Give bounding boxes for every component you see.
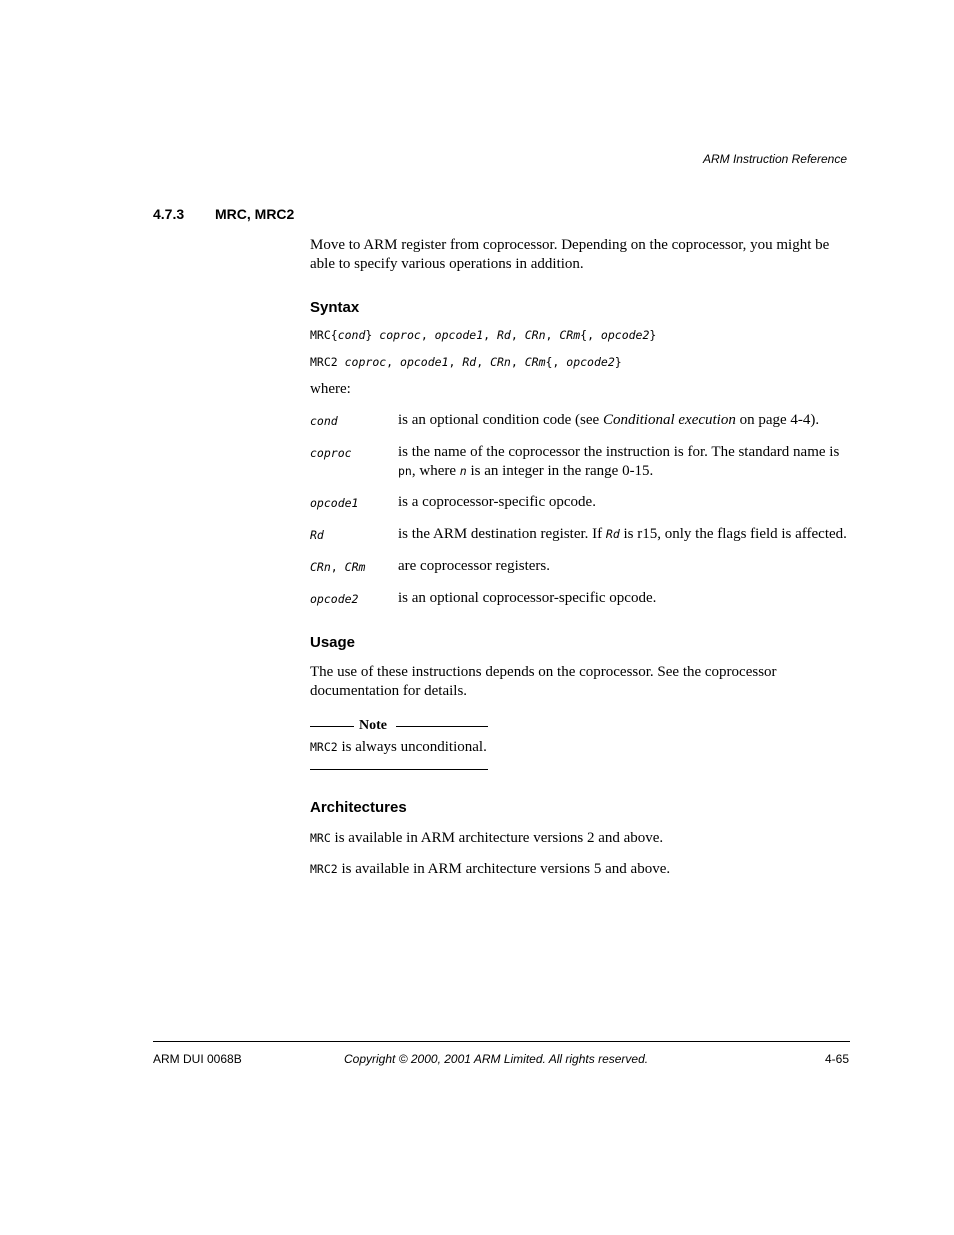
footer-doc-id: ARM DUI 0068B <box>153 1052 242 1066</box>
syn-param: CRm <box>524 355 546 369</box>
term-part: CRn <box>310 560 331 574</box>
syn-text: , <box>448 355 463 369</box>
def-text: on page 4-4). <box>735 412 820 428</box>
def-term: Rd <box>310 528 324 542</box>
def-term: opcode2 <box>310 592 359 606</box>
syn-param: opcode2 <box>566 355 615 369</box>
def-row-opcode1 <box>310 493 850 513</box>
syn-param: coproc <box>379 328 421 342</box>
syn-text: MRC2 <box>310 355 345 369</box>
syntax-line-mrc2 <box>310 355 850 369</box>
inline-code: Rd <box>605 527 620 541</box>
def-text: is an optional condition code (see <box>398 412 603 428</box>
term-part: CRm <box>344 560 366 574</box>
def-desc: is an optional coprocessor-specific opcode. <box>398 590 657 606</box>
note-rule-bottom <box>310 769 488 770</box>
def-row-crn-crm <box>310 557 850 577</box>
cross-reference: Conditional execution <box>602 412 736 428</box>
def-row-cond <box>310 411 850 431</box>
def-row-opcode2 <box>310 589 850 609</box>
syn-text: } <box>649 328 657 342</box>
syn-param: cond <box>337 328 366 342</box>
term-separator: , <box>330 560 345 574</box>
usage-heading: Usage <box>310 634 356 651</box>
inline-code: MRC2 <box>310 862 338 876</box>
usage-paragraph: The use of these instructions depends on the coprocessor. See the coprocessor documentation for details. <box>310 664 777 699</box>
def-desc <box>398 525 850 545</box>
def-desc <box>398 411 850 431</box>
inline-code: MRC2 <box>310 740 338 754</box>
note-rule-right <box>396 726 488 727</box>
arch-line-mrc <box>310 829 850 848</box>
def-desc <box>398 443 850 481</box>
syn-text: MRC{ <box>310 328 338 342</box>
syn-param: CRn <box>524 328 546 342</box>
syn-param: opcode1 <box>434 328 484 342</box>
architectures-heading: Architectures <box>310 799 407 816</box>
def-text: is the ARM destination register. If <box>398 526 606 542</box>
def-desc: are coprocessor registers. <box>398 558 551 574</box>
footer-rule <box>153 1041 850 1042</box>
syn-param: CRn <box>490 355 511 369</box>
note-rule-left <box>310 726 354 727</box>
syn-text: , <box>510 355 525 369</box>
note-label: Note <box>359 718 387 733</box>
inline-code: pn <box>398 464 412 478</box>
syn-param: Rd <box>462 355 477 369</box>
def-text: is the name of the coprocessor the instruction is for. The standard name is <box>398 444 840 460</box>
def-desc: is a coprocessor-specific opcode. <box>398 494 596 510</box>
arch-text: is available in ARM architecture versions 2 and above. <box>330 830 664 846</box>
def-term: cond <box>310 414 338 428</box>
syn-text: , <box>510 328 525 342</box>
syn-param: Rd <box>497 328 511 342</box>
note-body: is always unconditional. <box>337 739 487 755</box>
syn-param: opcode2 <box>600 328 650 342</box>
syn-text: , <box>420 328 435 342</box>
section-title: MRC, MRC2 <box>215 206 295 222</box>
def-term <box>310 557 398 577</box>
syn-text: , <box>476 355 491 369</box>
inline-code: n <box>459 464 467 478</box>
def-term: opcode1 <box>310 496 359 510</box>
def-text: , where <box>411 463 460 479</box>
def-term: coproc <box>310 446 352 460</box>
section-body <box>310 236 850 879</box>
syn-text: } <box>614 355 622 369</box>
syntax-heading: Syntax <box>310 299 360 316</box>
syn-text: , <box>483 328 497 342</box>
def-row-coproc <box>310 443 850 481</box>
running-header: ARM Instruction Reference <box>702 152 847 166</box>
syntax-line-mrc <box>310 328 850 342</box>
syn-param: opcode1 <box>400 355 449 369</box>
syn-text: } <box>365 328 380 342</box>
note-header <box>310 718 488 734</box>
section-number: 4.7.3 <box>153 206 185 222</box>
syn-text: , <box>386 355 401 369</box>
inline-code: MRC <box>310 831 331 845</box>
syn-text: , <box>545 328 560 342</box>
footer-copyright: Copyright © 2000, 2001 ARM Limited. All rights reserved. <box>344 1052 649 1066</box>
arch-line-mrc2 <box>310 860 850 879</box>
intro-paragraph: Move to ARM register from coprocessor. Depending on the coprocessor, you might be able to specify various operations in addition. <box>310 237 830 272</box>
arch-text: is available in ARM architecture versions 5 and above. <box>337 861 671 877</box>
note-text <box>310 738 488 757</box>
def-row-rd <box>310 525 850 545</box>
syn-param: coproc <box>344 355 387 369</box>
syn-text: {, <box>545 355 567 369</box>
syn-text: {, <box>580 328 601 342</box>
def-text: is r15, only the flags field is affected. <box>619 526 847 542</box>
footer-page-number: 4-65 <box>824 1052 849 1066</box>
def-text: is an integer in the range 0-15. <box>466 463 654 479</box>
where-label: where: <box>310 381 351 397</box>
syn-param: CRm <box>559 328 581 342</box>
note-box <box>310 718 488 770</box>
